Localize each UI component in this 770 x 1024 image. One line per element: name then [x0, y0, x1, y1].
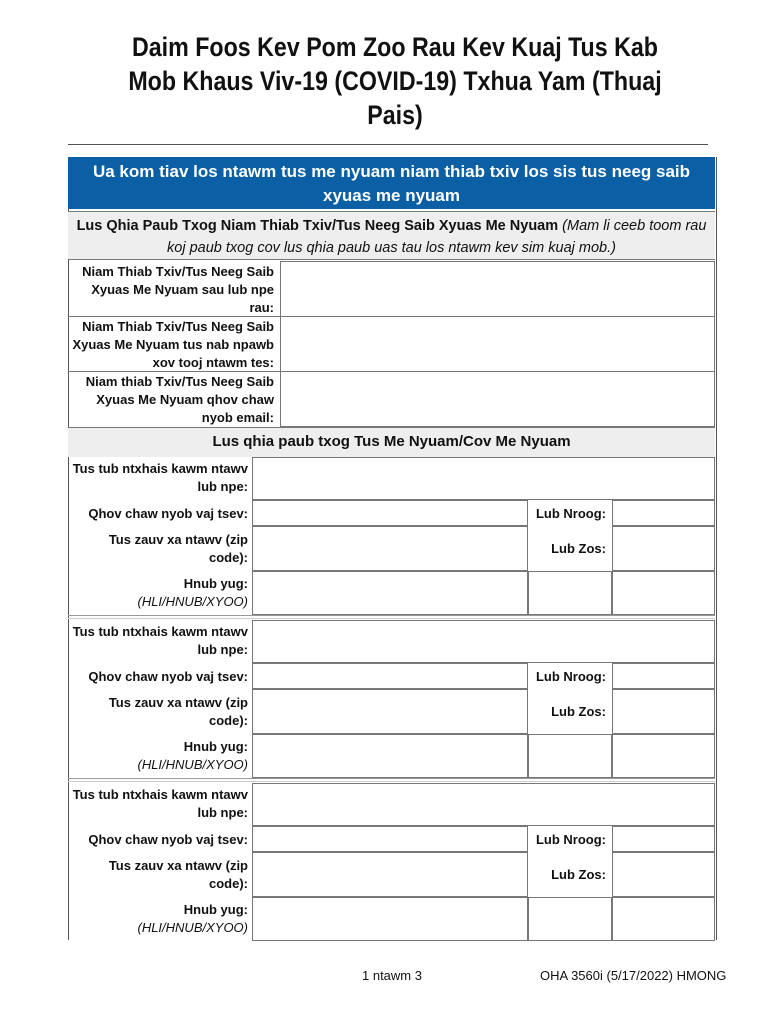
zip-label: Tus zauv xa ntawv (zip code): — [108, 695, 248, 728]
dob-format: (HLI/HNUB/XYOO) — [137, 920, 248, 935]
parent-info-heading-note: (Mam li ceeb toom rau koj paub txog cov lus qhia paub uas tau los ntawm kev sim kuaj mob.) — [167, 218, 707, 256]
block-divider — [68, 615, 715, 616]
divider — [68, 371, 283, 372]
parent-phone-field[interactable] — [280, 316, 715, 372]
document-title: Daim Foos Kev Pom Zoo Rau Kev Kuaj Tus Kab Mob Khaus Viv-19 (COVID-19) Txhua Yam (Thuaj Pais) — [128, 32, 662, 130]
child-name-label: Tus tub ntxhais kawm ntawv lub npe: — [72, 624, 248, 657]
dob-label: Hnub yug: — [183, 739, 248, 754]
address-label: Qhov chaw nyob vaj tsev: — [88, 669, 248, 684]
city-field[interactable] — [612, 663, 715, 689]
form-identifier: OHA 3560i (5/17/2022) HMONG — [540, 968, 727, 983]
dob-format: (HLI/HNUB/XYOO) — [137, 594, 248, 609]
dob-field[interactable] — [252, 734, 528, 778]
state-label: Lub Zos: — [551, 867, 606, 882]
address-field[interactable] — [252, 663, 528, 689]
parent-email-label: Niam thiab Txiv/Tus Neeg Saib Xyuas Me Nyuam qhov chaw nyob email: — [85, 374, 274, 425]
dob-label: Hnub yug: — [183, 576, 248, 591]
zip-label: Tus zauv xa ntawv (zip code): — [108, 858, 248, 891]
dob-extra-field[interactable] — [612, 734, 715, 778]
parent-name-label: Niam Thiab Txiv/Tus Neeg Saib Xyuas Me Nyuam sau lub npe rau: — [82, 264, 274, 315]
parent-info-heading — [68, 211, 715, 260]
child-name-field[interactable] — [252, 620, 715, 663]
title-divider — [68, 144, 708, 145]
city-label: Lub Nroog: — [535, 669, 606, 684]
dob-field[interactable] — [252, 571, 528, 615]
child-name-label: Tus tub ntxhais kawm ntawv lub npe: — [72, 461, 248, 494]
parent-info-heading-bold: Lus Qhia Paub Txog Niam Thiab Txiv/Tus Neeg Saib Xyuas Me Nyuam — [76, 218, 559, 234]
dob-label: Hnub yug: — [183, 902, 248, 917]
zip-field[interactable] — [252, 689, 528, 734]
page-number: 1 ntawm 3 — [362, 968, 422, 983]
dob-extra-field[interactable] — [528, 897, 612, 941]
parent-phone-label: Niam Thiab Txiv/Tus Neeg Saib Xyuas Me Nyuam tus nab npawb xov tooj ntawm tes: — [72, 319, 274, 370]
block-divider — [68, 781, 715, 782]
child-info-heading: Lus qhia paub txog Tus Me Nyuam/Cov Me Nyuam — [68, 427, 715, 457]
instruction-banner: Ua kom tiav los ntawm tus me nyuam niam thiab txiv los sis tus neeg saib xyuas me nyuam — [68, 157, 715, 209]
dob-extra-field[interactable] — [528, 571, 612, 615]
city-label: Lub Nroog: — [535, 832, 606, 847]
block-divider — [68, 778, 715, 779]
address-label: Qhov chaw nyob vaj tsev: — [88, 506, 248, 521]
address-field[interactable] — [252, 500, 528, 526]
child-name-field[interactable] — [252, 457, 715, 500]
city-field[interactable] — [612, 500, 715, 526]
child-block — [68, 783, 715, 941]
city-field[interactable] — [612, 826, 715, 852]
zip-field[interactable] — [252, 526, 528, 571]
dob-extra-field[interactable] — [528, 734, 612, 778]
child-block — [68, 620, 715, 778]
zip-field[interactable] — [252, 852, 528, 897]
address-label: Qhov chaw nyob vaj tsev: — [88, 832, 248, 847]
state-label: Lub Zos: — [551, 704, 606, 719]
dob-extra-field[interactable] — [612, 897, 715, 941]
child-block — [68, 457, 715, 615]
divider — [68, 316, 283, 317]
parent-email-field[interactable] — [280, 371, 715, 427]
city-label: Lub Nroog: — [535, 506, 606, 521]
block-divider — [68, 618, 715, 619]
address-field[interactable] — [252, 826, 528, 852]
state-field[interactable] — [612, 852, 715, 897]
state-field[interactable] — [612, 689, 715, 734]
state-label: Lub Zos: — [551, 541, 606, 556]
dob-extra-field[interactable] — [612, 571, 715, 615]
state-field[interactable] — [612, 526, 715, 571]
zip-label: Tus zauv xa ntawv (zip code): — [108, 532, 248, 565]
dob-format: (HLI/HNUB/XYOO) — [137, 757, 248, 772]
child-name-label: Tus tub ntxhais kawm ntawv lub npe: — [72, 787, 248, 820]
dob-field[interactable] — [252, 897, 528, 941]
parent-name-field[interactable] — [280, 261, 715, 317]
child-name-field[interactable] — [252, 783, 715, 826]
